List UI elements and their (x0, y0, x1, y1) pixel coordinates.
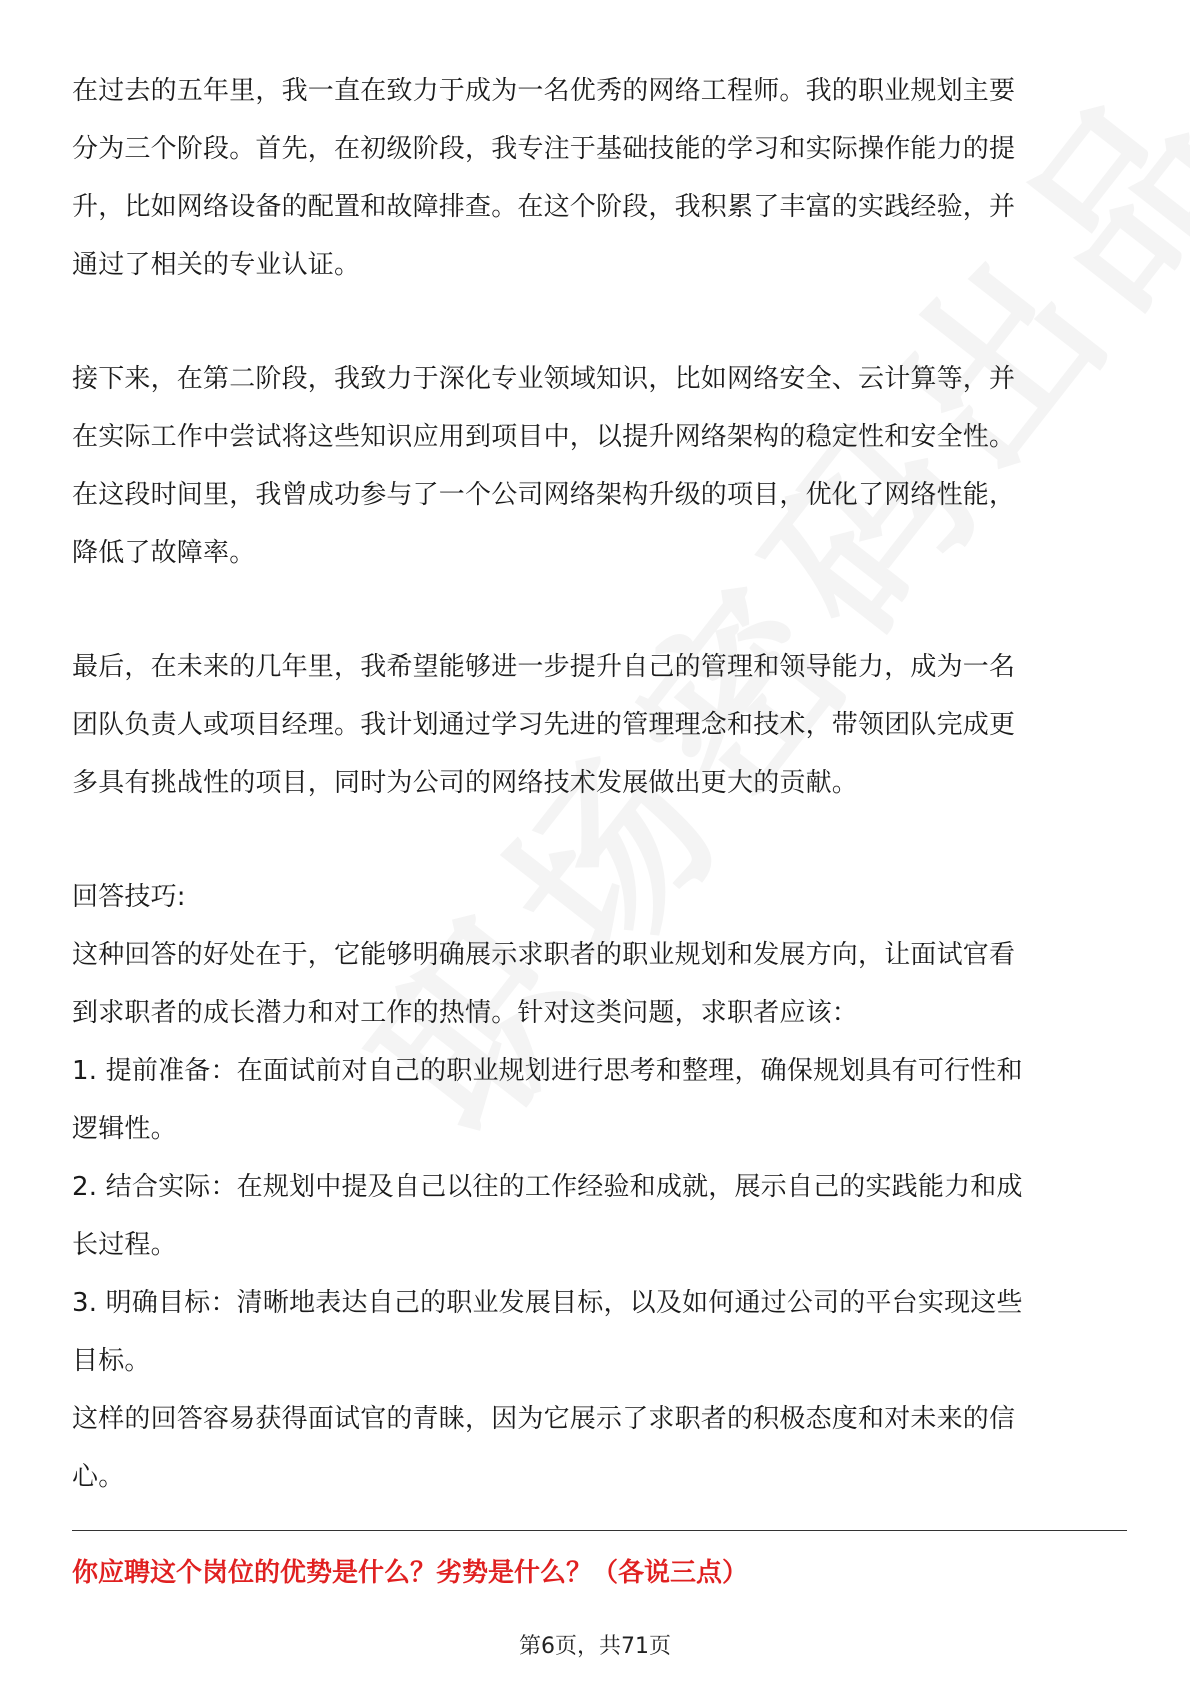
text-line: 最后，在未来的几年里，我希望能够进一步提升自己的管理和领导能力，成为一名 (72, 652, 1016, 682)
section-divider (72, 1530, 1127, 1531)
next-question-heading: 你应聘这个岗位的优势是什么？劣势是什么？（各说三点） (72, 1558, 749, 1588)
text-line: 通过了相关的专业认证。 (72, 250, 361, 280)
text-line: 团队负责人或项目经理。我计划通过学习先进的管理理念和技术，带领团队完成更 (72, 710, 1016, 740)
text-line: 心。 (72, 1462, 125, 1492)
answer-content (72, 62, 1132, 1506)
text-line: 在实际工作中尝试将这些知识应用到项目中，以提升网络架构的稳定性和安全性。 (72, 422, 1016, 452)
text-line: 升，比如网络设备的配置和故障排查。在这个阶段，我积累了丰富的实践经验，并 (72, 192, 1016, 222)
tip-item-2: 2. 结合实际：在规划中提及自己以往的工作经验和成就，展示自己的实践能力和成 (72, 1172, 1023, 1202)
paragraph-3 (72, 638, 1132, 812)
text-line: 在这段时间里，我曾成功参与了一个公司网络架构升级的项目，优化了网络性能， (72, 480, 1016, 510)
tips-heading: 回答技巧: (72, 882, 186, 912)
paragraph-2 (72, 350, 1132, 582)
text-line: 多具有挑战性的项目，同时为公司的网络技术发展做出更大的贡献。 (72, 768, 859, 798)
text-line: 逻辑性。 (72, 1114, 177, 1144)
text-line: 长过程。 (72, 1230, 177, 1260)
paragraph-1 (72, 62, 1132, 294)
text-line: 分为三个阶段。首先，在初级阶段，我专注于基础技能的学习和实际操作能力的提 (72, 134, 1016, 164)
tip-item-3: 3. 明确目标：清晰地表达自己的职业发展目标，以及如何通过公司的平台实现这些 (72, 1288, 1023, 1318)
text-line: 目标。 (72, 1346, 151, 1376)
text-line: 在过去的五年里，我一直在致力于成为一名优秀的网络工程师。我的职业规划主要 (72, 76, 1016, 106)
text-line: 接下来，在第二阶段，我致力于深化专业领域知识，比如网络安全、云计算等，并 (72, 364, 1016, 394)
answer-tips (72, 868, 1132, 1506)
text-line: 这样的回答容易获得面试官的青睐，因为它展示了求职者的积极态度和对未来的信 (72, 1404, 1016, 1434)
text-line: 这种回答的好处在于，它能够明确展示求职者的职业规划和发展方向，让面试官看 (72, 940, 1016, 970)
text-line: 到求职者的成长潜力和对工作的热情。针对这类问题，求职者应该： (72, 998, 859, 1028)
text-line: 降低了故障率。 (72, 538, 256, 568)
page-number: 第6页，共71页 (519, 1634, 671, 1659)
tip-item-1: 1. 提前准备：在面试前对自己的职业规划进行思考和整理，确保规划具有可行性和 (72, 1056, 1023, 1086)
